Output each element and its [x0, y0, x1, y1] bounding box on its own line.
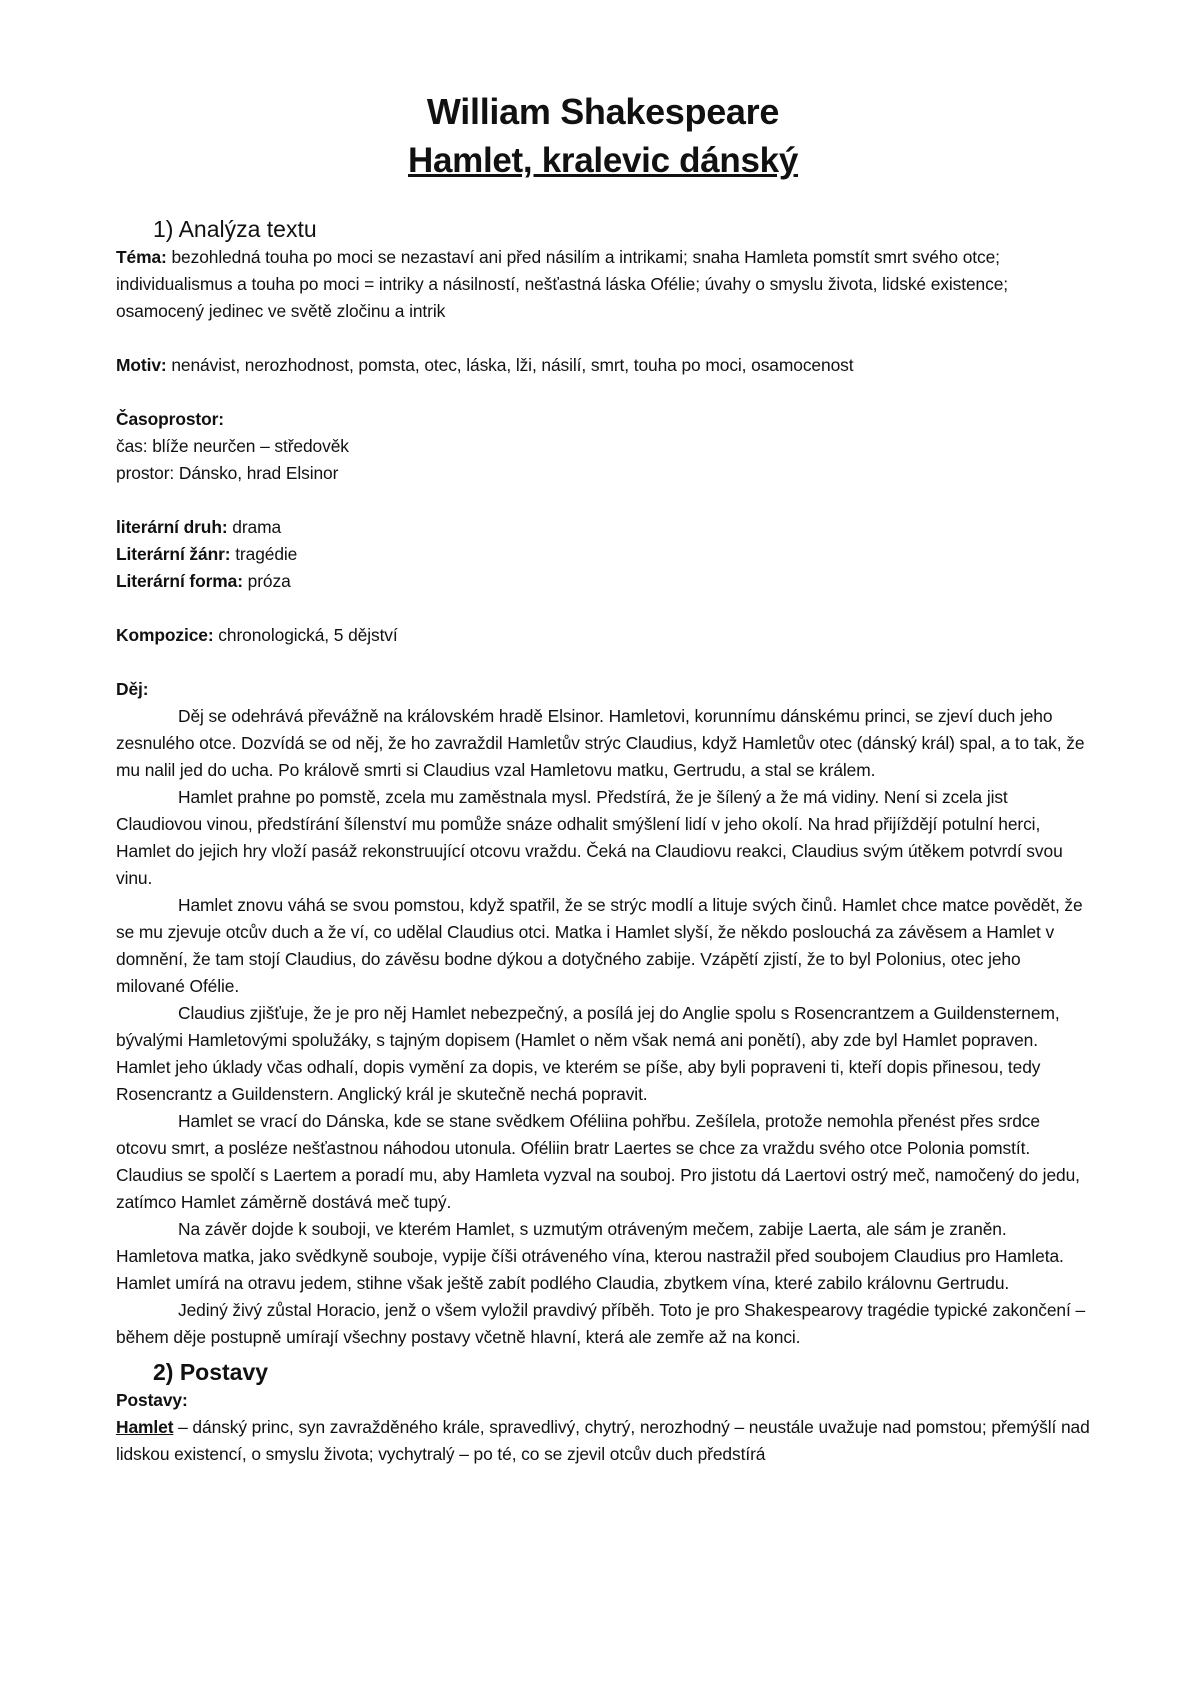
tema-paragraph [116, 244, 1090, 325]
kompozice-line [116, 622, 1090, 649]
section-heading-analyza: 1) Analýza textu [153, 216, 317, 242]
casoprostor-label-line [116, 406, 1090, 433]
dej-label: Děj: [116, 679, 149, 699]
dej-paragraph-1: Děj se odehrává převážně na královském hradě Elsinor. Hamletovi, korunnímu dánskému princi, se zjeví duch jeho zesnulého otce. Dozvídá se od něj, že ho zavraždil Hamletův strýc Claudius, když Hamletův otec (dánský král) spal, a to tak, že mu nalil jed do ucha. Po králově smrti si Claudius vzal Hamletovu matku, Gertrudu, a stal se králem. [116, 706, 1085, 780]
dej-paragraph-5: Hamlet se vrací do Dánska, kde se stane svědkem Oféliina pohřbu. Zešílela, protože nemohla přenést přes srdce otcovu smrt, a posléze nešťastnou náhodou utonula. Oféliin bratr Laertes se chce za vraždu svého otce Polonia pomstít. Claudius se spolčí s Laertem a poradí mu, aby Hamleta vyzval na souboj. Pro jistotu dá Laertovi ostrý meč, namočený do jedu, zatímco Hamlet záměrně dostává meč tupý. [116, 1111, 1080, 1212]
postavy-label: Postavy: [116, 1390, 188, 1410]
hamlet-name: Hamlet [116, 1417, 174, 1437]
prostor-line: prostor: Dánsko, hrad Elsinor [116, 463, 339, 483]
section-heading-postavy: 2) Postavy [153, 1359, 269, 1385]
dej-paragraph-3: Hamlet znovu váhá se svou pomstou, když spatřil, že se strýc modlí a lituje svých činů. Hamlet chce matce povědět, že se mu zjevuje otcův duch a že ví, co udělal Claudius otci. Matka i Hamlet slyší, že někdo poslouchá za závěsem a Hamlet v domnění, že tam stojí Claudius, do závěsu bodne dýkou a dotyčného zabije. Vzápětí zjistí, že to byl Polonius, otec jeho milované Ofélie. [116, 895, 1083, 996]
cas-line: čas: blíže neurčen – středověk [116, 436, 349, 456]
dej-paragraph-4: Claudius zjišťuje, že je pro něj Hamlet nebezpečný, a posílá jej do Anglie spolu s Rosencrantzem a Guildensternem, bývalými Hamletovými spolužáky, s tajným dopisem (Hamlet o něm však nemá ani ponětí), aby zde byl Hamlet popraven. Hamlet jeho úklady včas odhalí, dopis vymění za dopis, ve kterém se píše, aby byli popraveni ti, kteří dopis přinesou, tedy Rosencrantz a Guildenstern. Anglický král je skutečně nechá popravit. [116, 1003, 1060, 1104]
kompozice-label: Kompozice: [116, 625, 214, 645]
tema-label: Téma: [116, 247, 167, 267]
postavy-label-line [116, 1387, 1090, 1414]
motiv-paragraph [116, 352, 1090, 379]
druh-line [116, 514, 1090, 541]
forma-text: próza [242, 571, 291, 591]
dej-label-line [116, 676, 1090, 703]
druh-text: drama [227, 517, 282, 537]
casoprostor-label: Časoprostor: [116, 409, 224, 429]
motiv-text: nenávist, nerozhodnost, pomsta, otec, láska, lži, násilí, smrt, touha po moci, osamocenost [166, 355, 854, 375]
zanr-text: tragédie [230, 544, 298, 564]
tema-text: bezohledná touha po moci se nezastaví ani před násilím a intrikami; snaha Hamleta pomstít smrt svého otce; individualismus a touha po moci = intriky a násilností, nešťastná láska Ofélie; úvahy o smyslu života, lidské existence; osamocený jedinec ve světě zločinu a intrik [116, 247, 1009, 321]
druh-label: literární druh: [116, 517, 228, 537]
hamlet-character-paragraph [116, 1414, 1090, 1468]
kompozice-text: chronologická, 5 dějství [213, 625, 398, 645]
forma-line [116, 568, 1090, 595]
dej-paragraph-6: Na závěr dojde k souboji, ve kterém Hamlet, s uzmutým otráveným mečem, zabije Laerta, ale sám je zraněn. Hamletova matka, jako svědkyně souboje, vypije číši otráveného vína, kterou nastražil před soubojem Claudius pro Hamleta. Hamlet umírá na otravu jedem, stihne však ještě zabít podlého Claudia, zbytkem vína, které zabilo královnu Gertrudu. [116, 1219, 1064, 1293]
motiv-label: Motiv: [116, 355, 167, 375]
zanr-line [116, 541, 1090, 568]
author-name: William Shakespeare [426, 91, 780, 132]
dej-paragraph-2: Hamlet prahne po pomstě, zcela mu zaměstnala mysl. Předstírá, že je šílený a že má vidiny. Není si zcela jist Claudiovou vinou, předstírání šílenství mu pomůže snáze odhalit smýšlení lidí v jeho okolí. Na hrad přijíždějí potulní herci, Hamlet do jejich hry vloží pasáž rekonstruující otcovu vraždu. Čeká na Claudiovu reakci, Claudius svým útěkem potvrdí svou vinu. [116, 787, 1063, 888]
zanr-label: Literární žánr: [116, 544, 231, 564]
forma-label: Literární forma: [116, 571, 243, 591]
work-title: Hamlet, kralevic dánský [408, 141, 798, 180]
hamlet-description: – dánský princ, syn zavražděného krále, spravedlivý, chytrý, nerozhodný – neustále uvažuje nad pomstou; přemýšlí nad lidskou existencí, o smyslu života; vychytralý – po té, co se zjevil otcův duch předstírá [116, 1417, 1090, 1464]
dej-paragraph-7: Jediný živý zůstal Horacio, jenž o všem vyložil pravdivý příběh. Toto je pro Shakespearovy tragédie typické zakončení – během děje postupně umírají všechny postavy včetně hlavní, která ale zemře až na konci. [116, 1300, 1086, 1347]
